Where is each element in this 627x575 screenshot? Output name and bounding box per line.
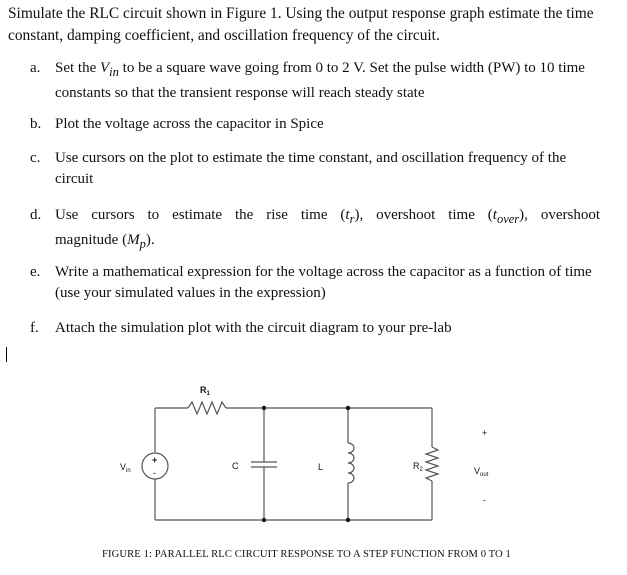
item-label: c. xyxy=(30,150,41,166)
item-label: d. xyxy=(30,207,42,223)
source-plus: + xyxy=(152,455,158,465)
item-text: Attach the simulation plot with the circuit diagram to your pre-lab xyxy=(55,320,452,336)
item-label: b. xyxy=(30,116,42,132)
source-minus: - xyxy=(153,468,156,478)
vin-label: $V_{in}$ xyxy=(120,462,131,474)
junction-dot xyxy=(262,406,266,410)
item-label: f. xyxy=(30,320,39,336)
junction-dot xyxy=(346,518,350,522)
vout-minus: - xyxy=(483,495,486,505)
item-text: Plot the voltage across the capacitor in Spice xyxy=(55,116,324,132)
figure-caption: FIGURE 1: PARALLEL RLC CIRCUIT RESPONSE TO A STEP FUNCTION FROM 0 TO 1 xyxy=(102,549,511,560)
vout-label: $V_{out}$ xyxy=(474,466,489,478)
item-text: Use cursors on the plot to estimate the time constant, and oscillation frequency of the circuit xyxy=(55,150,567,187)
resistor-r1 xyxy=(188,402,226,414)
inductor-l xyxy=(348,443,354,483)
r2-label: $R_2$ xyxy=(413,461,423,473)
item-label: e. xyxy=(30,264,41,280)
item-text: Use cursors to estimate the rise time $(t_r)$, overshoot time $(t_{over})$, overshoot magnitude $(M_p)$. xyxy=(55,207,600,251)
intro-paragraph: Simulate the RLC circuit shown in Figure 1. Using the output response graph estimate the time constant, damping coefficient, and oscillation frequency of the circuit. xyxy=(8,5,594,44)
inductor-label: L xyxy=(318,462,324,472)
item-text: Write a mathematical expression for the voltage across the capacitor as a function of time (use your simulated values in the expression) xyxy=(55,264,592,301)
vout-plus: + xyxy=(482,428,488,438)
junction-dot xyxy=(346,406,350,410)
capacitor-label: C xyxy=(232,461,239,471)
r1-label: $R_1$ xyxy=(200,385,210,397)
item-text: Set the $V_{in}$ to be a square wave going from 0 to 2 V. Set the pulse width (PW) to 10 time constants so that the transient response will reach steady state xyxy=(55,60,585,101)
resistor-r2 xyxy=(426,447,438,481)
item-label: a. xyxy=(30,60,41,76)
junction-dot xyxy=(262,518,266,522)
